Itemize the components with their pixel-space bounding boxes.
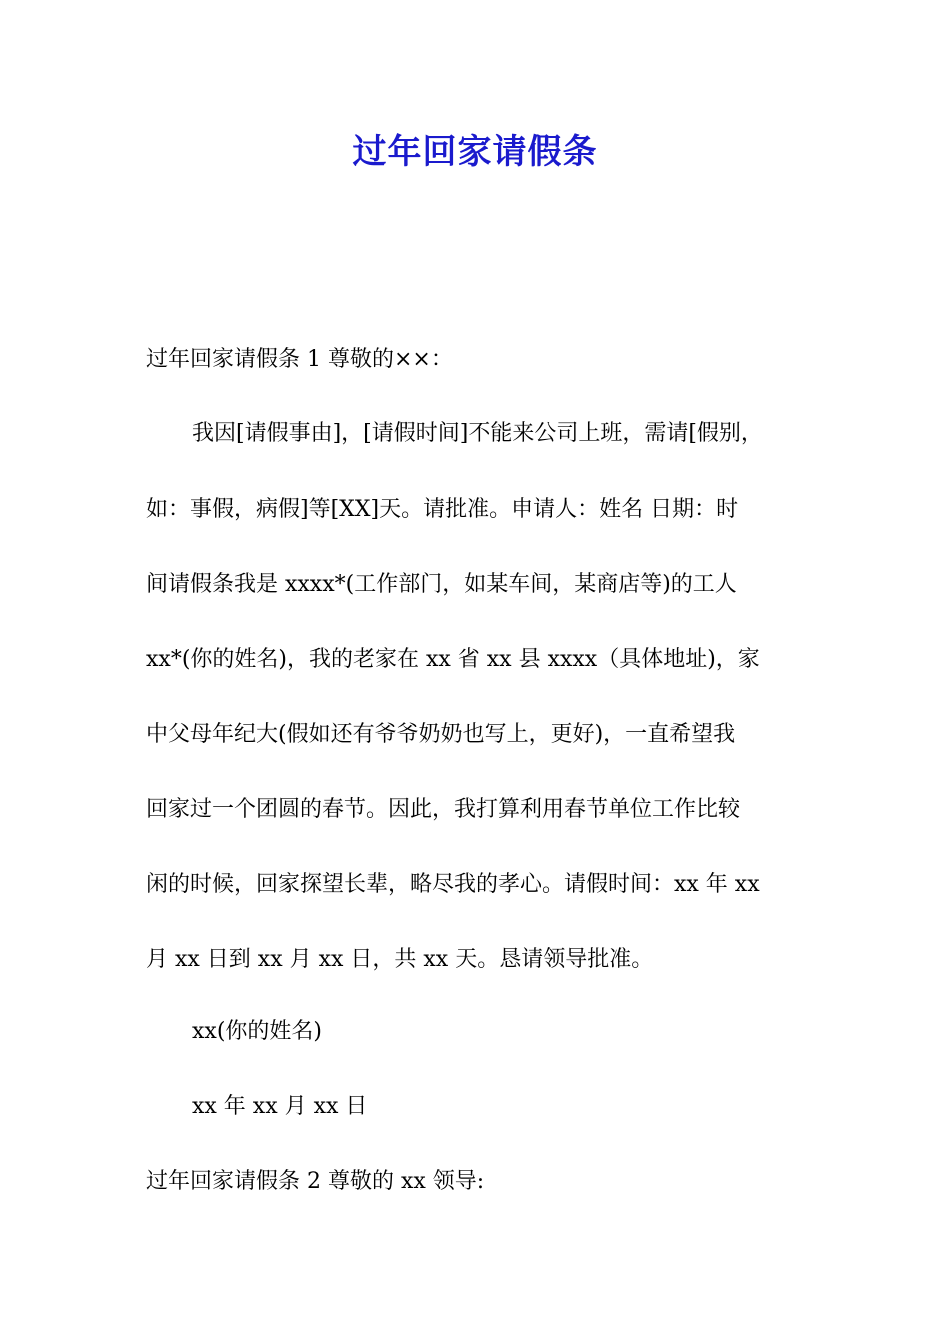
body-line: xx*(你的姓名)，我的老家在 xx 省 xx 县 xxxx（具体地址)，家 (146, 647, 760, 672)
body-line: 我因[请假事由]，[请假时间]不能来公司上班，需请[假别， (192, 421, 763, 446)
document-title: 过年回家请假条 (352, 132, 598, 172)
body-line: 间请假条我是 xxxx*(工作部门，如某车间，某商店等)的工人 (146, 572, 737, 597)
body-line: 如：事假，病假]等[XX]天。请批准。申请人：姓名 日期：时 (146, 497, 739, 522)
body-line: 中父母年纪大(假如还有爷爷奶奶也写上，更好)，一直希望我 (146, 722, 736, 747)
signature-date: xx 年 xx 月 xx 日 (192, 1094, 368, 1119)
section-heading-2: 过年回家请假条 2 尊敬的 xx 领导: (146, 1169, 485, 1194)
body-line: 闲的时候，回家探望长辈，略尽我的孝心。请假时间：xx 年 xx (146, 872, 760, 897)
body-line: 回家过一个团圆的春节。因此，我打算利用春节单位工作比较 (146, 797, 741, 822)
section-heading-1: 过年回家请假条 1 尊敬的××： (146, 347, 453, 372)
signature-name: xx(你的姓名) (192, 1019, 322, 1044)
body-line: 月 xx 日到 xx 月 xx 日，共 xx 天。恳请领导批准。 (146, 947, 654, 972)
